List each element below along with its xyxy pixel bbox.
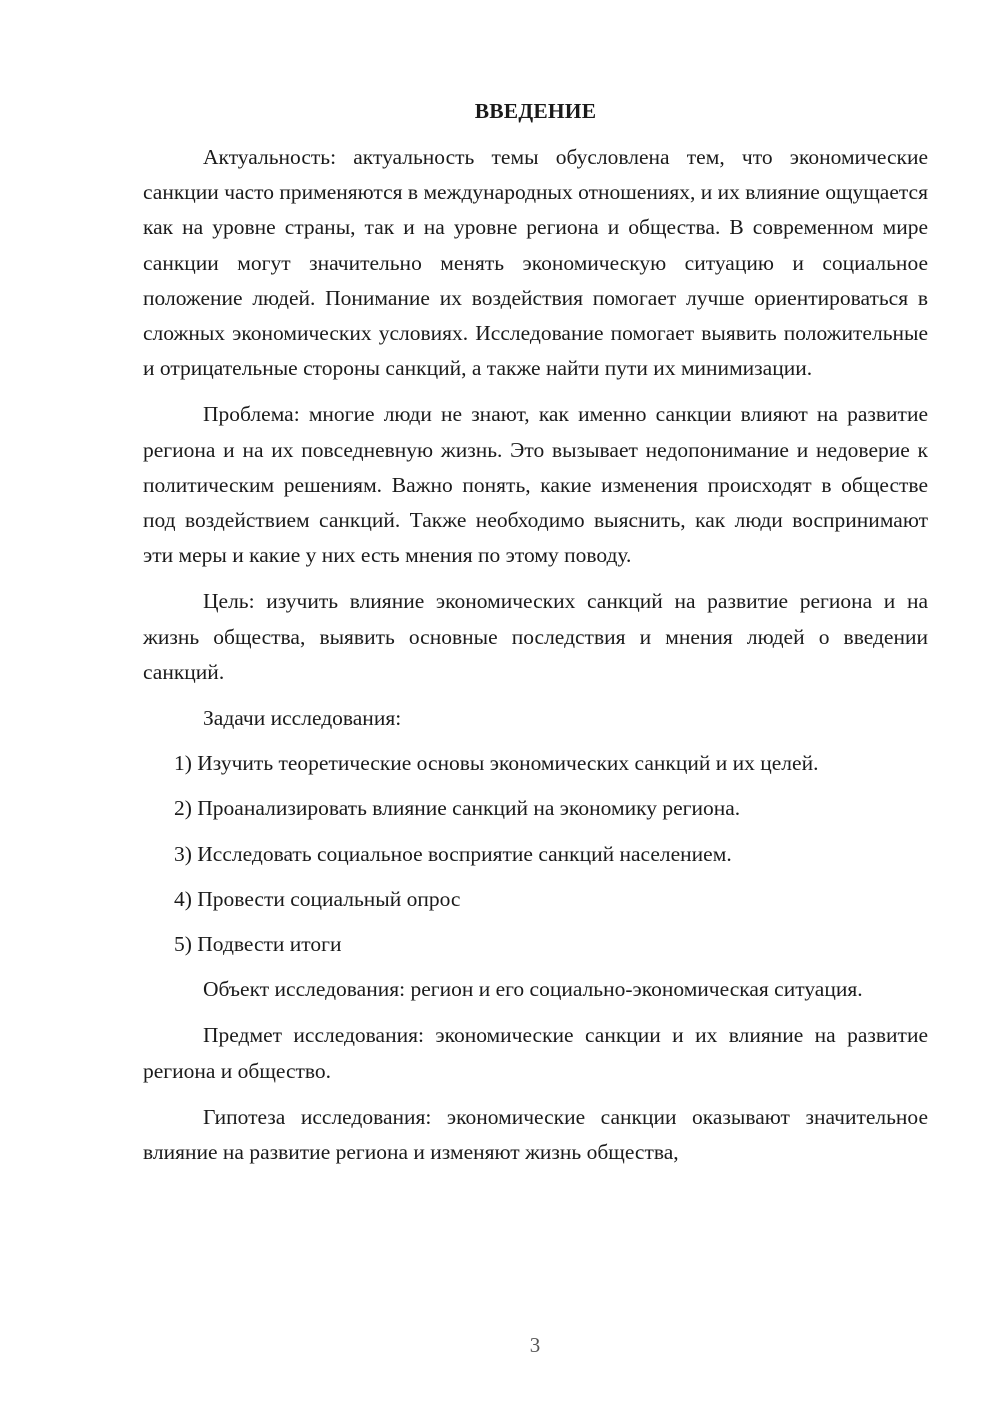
tasks-list (143, 746, 928, 962)
problem-paragraph: Проблема: многие люди не знают, как именно санкции влияют на развитие региона и на их повседневную жизнь. Это вызывает недопонимание и недоверие к политическим решениям. Важно понять, какие изменения происходят в обществе под воздействием санкций. Также необходимо выяснить, как люди воспринимают эти меры и какие у них есть мнения по этому поводу. (143, 402, 928, 568)
page-title: ВВЕДЕНИЕ (474, 99, 597, 123)
subject-paragraph: Предмет исследования: экономические санкции и их влияние на развитие региона и общество. (143, 1023, 928, 1083)
hypothesis-paragraph: Гипотеза исследования: экономические санкции оказывают значительное влияние на развитие региона и изменяют жизнь общества, (143, 1104, 928, 1165)
page-number: 3 (529, 1333, 541, 1357)
relevance-paragraph: Актуальность: актуальность темы обусловлена тем, что экономические санкции часто применяются в международных отношениях, и их влияние ощущается как на уровне страны, так и на уровне региона и общества. В современном мире санкции могут значительно менять экономическую ситуацию и социальное положение людей. Понимание их воздействия помогает лучше ориентироваться в сложных экономических условиях. Исследование помогает выявить положительные и отрицательные стороны санкций, а также найти пути их минимизации. (143, 145, 928, 381)
task-item: 4) Провести социальный опрос (174, 886, 461, 911)
task-item: 1) Изучить теоретические основы экономических санкций и их целей. (174, 751, 819, 776)
object-paragraph: Объект исследования: регион и его социально-экономическая ситуация. (203, 977, 863, 1002)
goal-paragraph: Цель: изучить влияние экономических санкций на развитие региона и на жизнь общества, выявить основные последствия и мнения людей о введении санкций. (143, 589, 928, 684)
task-item: 2) Проанализировать влияние санкций на экономику региона. (174, 796, 741, 821)
page-content (143, 96, 928, 1181)
task-item: 3) Исследовать социальное восприятие санкций населением. (174, 841, 732, 866)
task-item: 5) Подвести итоги (174, 932, 342, 957)
tasks-heading: Задачи исследования: (203, 706, 402, 731)
